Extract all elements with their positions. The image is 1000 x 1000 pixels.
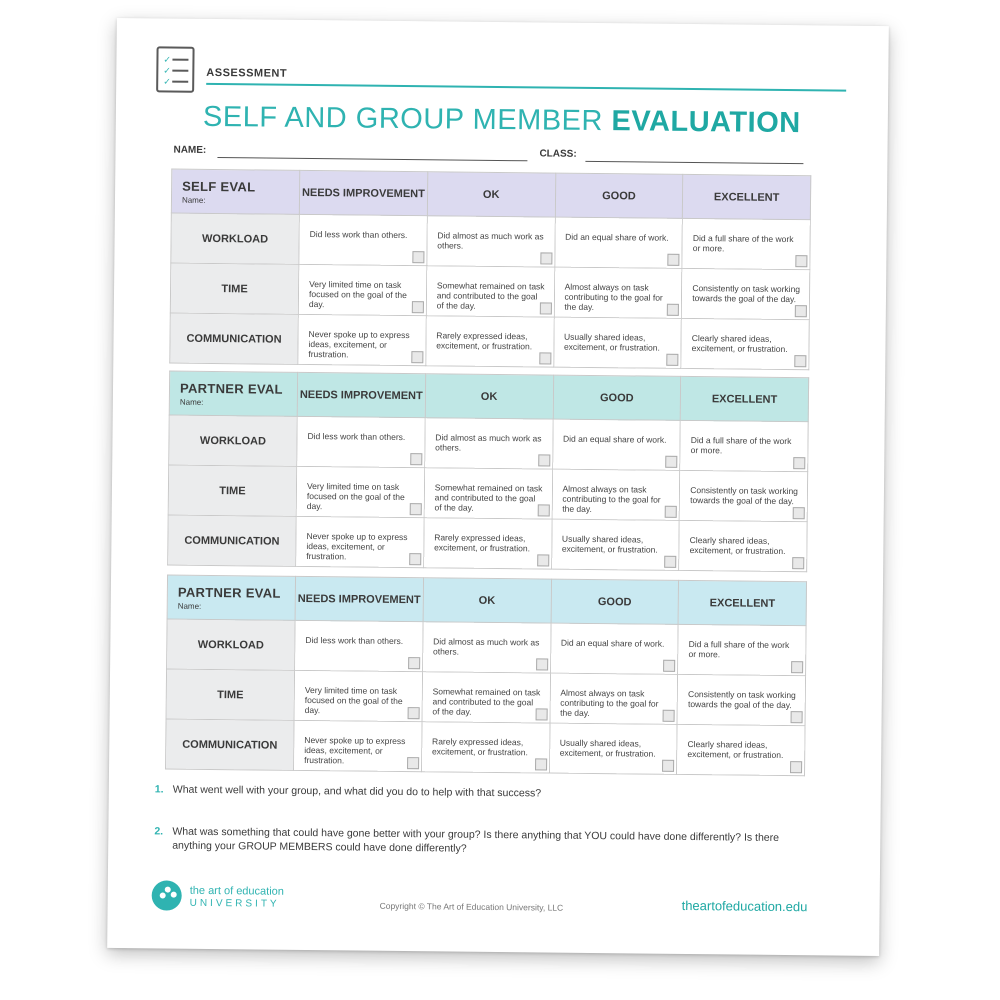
rubric-cell [299,214,427,265]
rubric-cell [422,622,550,673]
checkbox-icon[interactable] [410,453,422,465]
rubric-cell [296,466,424,517]
rubric-cell [681,318,809,369]
checkbox-icon[interactable] [663,660,675,672]
checkbox-icon[interactable] [409,553,421,565]
rubric-cell [677,724,805,775]
row-label: TIME [166,669,295,720]
question-text: What was something that could have gone better with your group? Is there anything that YOU could have done differently? Is there anything your GROUP MEMBERS could have done differently? [172,825,780,855]
eval-name-label: Name: [181,195,206,205]
cell-text: Did less work than others. [305,634,404,647]
question-text: What went well with your group, and what did you do to help with that success? [172,783,542,800]
cell-text: Somewhat remained on task and contributed to the goal of the day. [432,686,541,717]
title-main: SELF AND GROUP MEMBER [202,100,612,138]
column-header: NEEDS IMPROVEMENT [295,576,423,621]
cell-text: Never spoke up to express ideas, excitement, or frustration. [306,530,408,562]
logo-line-2: UNIVERSITY [189,897,280,910]
header-divider [206,83,846,92]
checkbox-icon[interactable] [794,355,806,367]
eval-name-label: Name: [177,601,202,611]
class-label: CLASS: [539,148,577,160]
cell-text: Never spoke up to express ideas, excitement, or frustration. [308,329,410,360]
column-header: NEEDS IMPROVEMENT [297,372,425,417]
checkbox-icon[interactable] [409,503,421,515]
cell-text: Consistently on task working towards the goal of the day. [690,485,798,507]
rubric-cell [679,520,807,571]
checkbox-icon[interactable] [665,506,677,518]
question-number: 2. [154,825,164,838]
rubric-cell [421,722,549,773]
cell-text: Very limited time on task focused on the goal of the day. [304,684,403,716]
checkbox-icon[interactable] [664,556,676,568]
class-field[interactable] [585,161,803,164]
rubric-cell [677,674,805,725]
row-label: TIME [168,465,297,516]
cell-text: Somewhat remained on task and contributed to the goal of the day. [436,280,545,311]
rubric-cell [424,468,552,519]
checkbox-icon[interactable] [538,454,550,466]
rubric-cell [682,268,810,319]
cell-text: Did almost as much work as others. [432,636,540,657]
question-number: 1. [154,783,164,796]
cell-text: Clearly shared ideas, excitement, or frustration. [691,333,788,355]
checkbox-icon[interactable] [407,757,419,769]
checkbox-icon[interactable] [791,661,803,673]
checkbox-icon[interactable] [667,304,679,316]
rubric-cell [295,620,423,671]
rubric-cell [553,317,681,368]
column-header: EXCELLENT [680,376,808,421]
cell-text: Did an equal share of work. [562,433,667,445]
name-field[interactable] [217,157,527,161]
cell-text: Usually shared ideas, excitement, or frustration. [563,331,660,353]
table-heading [169,371,297,416]
cell-text: Did a full share of the work or more. [690,435,792,456]
title-bold: EVALUATION [611,105,801,140]
cell-text: Almost always on task contributing to the goal for the day. [564,281,663,312]
self-eval-table [169,169,811,371]
checkbox-icon[interactable] [665,456,677,468]
checkbox-icon[interactable] [668,254,680,266]
table-row [167,619,806,676]
rubric-cell [682,218,810,269]
table-row [168,515,807,572]
cell-text: Consistently on task working towards the goal of the day. [692,283,801,305]
table-row [168,465,807,522]
table-row [170,313,809,370]
checkbox-icon[interactable] [412,301,424,313]
rubric-cell [680,420,808,471]
cell-text: Very limited time on task focused on the goal of the day. [308,279,407,310]
checkbox-icon[interactable] [662,760,674,772]
rubric-cell [549,723,677,774]
question-2 [154,824,814,855]
cell-text: Did a full share of the work or more. [692,233,794,254]
rubric-cell [298,264,426,315]
checkbox-icon[interactable] [540,252,552,264]
rubric-cell [554,267,682,318]
checkbox-icon[interactable] [535,708,547,720]
rubric-cell [550,623,678,674]
cell-text: Almost always on task contributing to the goal for the day. [560,687,659,718]
rubric-cell [552,469,680,520]
cell-text: Rarely expressed ideas, excitement, or frustration. [431,736,528,758]
page-title [182,101,822,141]
column-header: GOOD [551,579,679,624]
cell-text: Very limited time on task focused on the goal of the day. [306,481,405,512]
row-label: WORKLOAD [171,213,300,264]
column-header: EXCELLENT [683,174,811,219]
copyright-text: Copyright © The Art of Education University, LLC [379,900,564,913]
checkbox-icon[interactable] [793,507,805,519]
column-header: NEEDS IMPROVEMENT [299,170,427,215]
clipboard-checklist-icon: ✓ ✓ ✓ [156,46,194,92]
website-link[interactable]: theartofeducation.edu [681,897,808,915]
rubric-cell [554,217,682,268]
cell-text: Somewhat remained on task and contributed to the goal of the day. [434,482,543,513]
table-row [171,213,810,270]
table-row [170,263,809,320]
column-header: OK [427,172,555,217]
checkbox-icon[interactable] [536,658,548,670]
header [156,46,846,103]
row-label: WORKLOAD [169,415,298,466]
worksheet-page [107,18,889,956]
table-heading [167,575,295,620]
table-header-row [167,575,806,626]
art-palette-logo-icon [152,880,182,910]
partner-eval-table-2 [165,575,807,777]
cell-text: Did an equal share of work. [565,231,669,243]
rubric-cell [297,416,425,467]
checkbox-icon[interactable] [539,302,551,314]
rubric-cell [423,518,551,569]
eval-title: PARTNER EVAL [179,380,283,397]
rubric-cell [426,266,554,317]
footer [151,880,831,927]
cell-text: Usually shared ideas, excitement, or frustration. [559,737,656,759]
cell-text: Rarely expressed ideas, excitement, or frustration. [434,532,531,554]
cell-text: Rarely expressed ideas, excitement, or frustration. [436,330,533,352]
logo-line-1: the art of education [189,884,284,898]
rubric-cell [422,672,550,723]
cell-text: Almost always on task contributing to the goal for the day. [562,483,661,514]
checkbox-icon[interactable] [407,707,419,719]
eval-title: PARTNER EVAL [177,584,281,601]
partner-eval-table-1 [167,371,809,573]
checkbox-icon[interactable] [791,711,803,723]
cell-text: Did less work than others. [309,229,408,241]
checkbox-icon[interactable] [537,504,549,516]
table-heading [171,169,299,214]
checkbox-icon[interactable] [411,351,423,363]
question-1 [154,782,815,800]
rubric-cell [551,519,679,570]
checkbox-icon[interactable] [792,557,804,569]
rubric-cell [427,216,555,267]
row-label: TIME [170,263,299,314]
cell-text: Usually shared ideas, excitement, or frustration. [561,533,658,555]
rubric-cell [298,314,426,365]
cell-text: Did less work than others. [307,431,406,443]
rubric-cell [296,516,424,567]
cell-text: Did almost as much work as others. [437,230,544,251]
checkbox-icon[interactable] [795,255,807,267]
column-header: OK [423,578,551,623]
rubric-cell [679,470,807,521]
cell-text: Did a full share of the work or more. [688,639,790,660]
row-label: WORKLOAD [167,619,296,670]
row-label: COMMUNICATION [170,313,299,364]
checkbox-icon[interactable] [408,657,420,669]
rubric-cell [552,419,680,470]
checkbox-icon[interactable] [539,352,551,364]
column-header: OK [425,374,553,419]
table-row [166,669,805,726]
rubric-cell [550,673,678,724]
checkbox-icon[interactable] [663,710,675,722]
name-label: NAME: [173,144,207,156]
checkbox-icon[interactable] [667,354,679,366]
table-header-row [171,169,810,220]
checkbox-icon[interactable] [537,554,549,566]
table-row [169,415,808,472]
checkbox-icon[interactable] [790,761,802,773]
cell-text: Clearly shared ideas, excitement, or frustration. [689,535,786,557]
cell-text: Clearly shared ideas, excitement, or frustration. [687,738,784,761]
cell-text: Did an equal share of work. [560,637,665,649]
table-header-row [169,371,808,422]
table-row [166,719,805,776]
checkbox-icon[interactable] [412,251,424,263]
rubric-cell [294,720,422,771]
rubric-cell [294,670,422,721]
section-label: ASSESSMENT [206,66,288,80]
eval-title: SELF EVAL [182,178,256,194]
column-header: GOOD [553,375,681,420]
rubric-cell [678,624,806,675]
checkbox-icon[interactable] [535,758,547,770]
cell-text: Consistently on task working towards the goal of the day. [687,689,796,711]
checkbox-icon[interactable] [793,457,805,469]
checkbox-icon[interactable] [795,305,807,317]
rubric-cell [424,418,552,469]
column-header: EXCELLENT [678,580,806,625]
name-class-row [173,145,813,172]
column-header: GOOD [555,173,683,218]
cell-text: Did almost as much work as others. [435,432,542,453]
row-label: COMMUNICATION [166,719,295,770]
row-label: COMMUNICATION [168,515,297,566]
cell-text: Never spoke up to express ideas, excitement, or frustration. [304,734,406,766]
eval-name-label: Name: [179,397,204,407]
rubric-cell [426,316,554,367]
